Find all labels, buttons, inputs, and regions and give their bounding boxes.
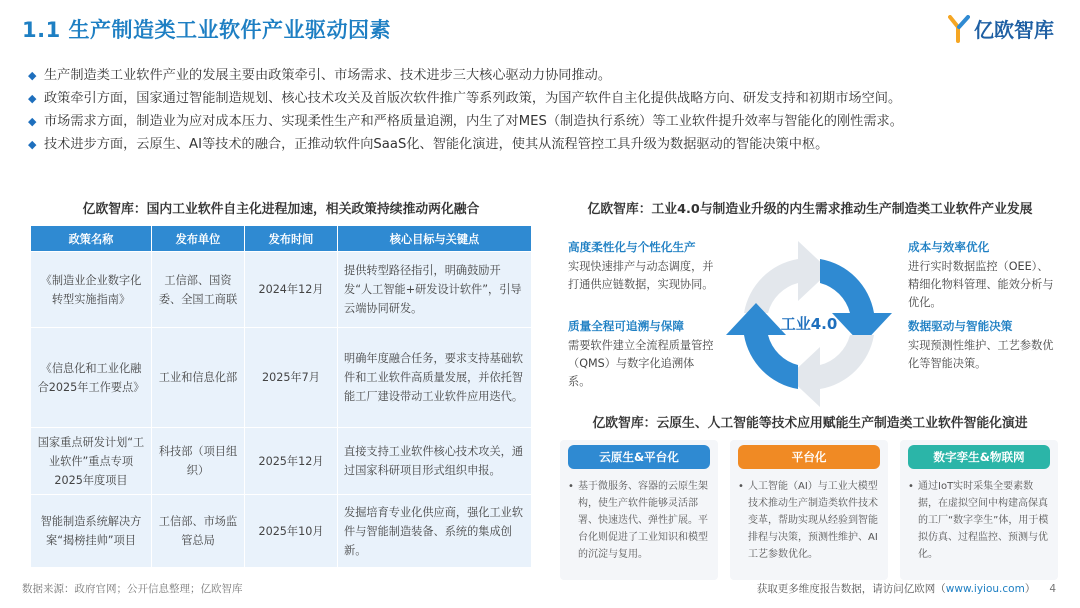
- col-header: 政策名称: [31, 226, 151, 251]
- policy-goal: 明确年度融合任务，要求支持基础软件和工业软件高质量发展，并依托智能工厂建设带动工业软件应用迭代。: [338, 328, 531, 427]
- policy-name: 《信息化和工业化融合2025年工作要点》: [31, 328, 151, 427]
- quadrant-data: [908, 317, 1058, 373]
- yiou-logo-icon: [948, 15, 970, 43]
- demand-heading: 亿欧智库：工业4.0与制造业升级的内生需求推动生产制造类工业软件产业发展: [587, 202, 1033, 217]
- policy-table: [30, 225, 532, 568]
- tech-cards: [560, 440, 1060, 580]
- summary-bullets: [28, 64, 1068, 156]
- tech-card-title: 云原生&平台化: [568, 445, 710, 469]
- policy-goal: 直接支持工业软件核心技术攻关，通过国家科研项目形式组织申报。: [338, 428, 531, 494]
- website-link[interactable]: www.iyiou.com: [945, 583, 1025, 595]
- diamond-icon: ◆: [28, 138, 37, 151]
- quadrant-title: 高度柔性化与个性化生产: [568, 240, 696, 254]
- tech-card-text: 人工智能（AI）与工业大模型技术推动生产制造类软件技术变革，帮助实现从经验到智能排程与决策，预测性维护、AI工艺参数优化。: [748, 481, 878, 560]
- quadrant-cost: [908, 238, 1058, 312]
- bullet-dot-icon: •: [568, 481, 574, 492]
- table-row: [31, 495, 531, 567]
- demand-section: [560, 198, 1060, 217]
- policy-org: 工信部、国资委、全国工商联: [152, 252, 244, 327]
- quadrant-title: 成本与效率优化: [908, 240, 990, 254]
- bullet-item: ◆ 生产制造类工业软件产业的发展主要由政策牵引、市场需求、技术进步三大核心驱动力协同推动。: [28, 64, 1068, 87]
- quadrant-text: 进行实时数据监控（OEE）、精细化物料管理、能效分析与优化。: [908, 260, 1054, 309]
- tech-card-title: 平台化: [738, 445, 880, 469]
- bullet-dot-icon: •: [738, 481, 744, 492]
- policy-org: 工信部、市场监管总局: [152, 495, 244, 567]
- quadrant-flexible: [568, 238, 716, 294]
- policy-goal: 发掘培育专业化供应商，强化工业软件与智能制造装备、系统的集成创新。: [338, 495, 531, 567]
- tech-card-text: 基于微服务、容器的云原生架构，使生产软件能够灵活部署、快速迭代、弹性扩展。平台化则促进了工业知识和模型的沉淀与复用。: [578, 481, 708, 560]
- tech-card-title: 数字孪生&物联网: [908, 445, 1050, 469]
- policy-heading: 亿欧智库：国内工业软件自主化进程加速，相关政策持续推动两化融合: [82, 202, 480, 217]
- quadrant-title: 质量全程可追溯与保障: [568, 319, 684, 333]
- tech-heading: 亿欧智库：云原生、人工智能等技术应用赋能生产制造类工业软件智能化演进: [592, 416, 1028, 431]
- quadrant-title: 数据驱动与智能决策: [908, 319, 1013, 333]
- policy-section: [30, 198, 532, 568]
- tech-section: [560, 412, 1060, 439]
- quadrant-text: 需要软件建立全流程质量管控（QMS）与数字化追溯体系。: [568, 339, 714, 388]
- bullet-item: ◆ 政策牵引方面，国家通过智能制造规划、核心技术攻关及首版次软件推广等系列政策，为国产软件自主化提供战略方向、研发支持和初期市场空间。: [28, 87, 1068, 110]
- policy-date: 2025年7月: [245, 328, 337, 427]
- policy-org: 工业和信息化部: [152, 328, 244, 427]
- policy-date: 2025年10月: [245, 495, 337, 567]
- policy-date: 2025年12月: [245, 428, 337, 494]
- cycle-center-label: 工业4.0: [780, 315, 838, 333]
- page-title: 1.1 生产制造类工业软件产业驱动因素: [22, 18, 392, 42]
- quadrant-text: 实现预测性维护、工艺参数优化等智能决策。: [908, 339, 1054, 370]
- quadrant-text: 实现快速排产与动态调度，并打通供应链数据，实现协同。: [568, 260, 714, 291]
- policy-date: 2024年12月: [245, 252, 337, 327]
- policy-goal: 提供转型路径指引，明确鼓励开发“人工智能+研发设计软件”，引导云端协同研发。: [338, 252, 531, 327]
- logo: [948, 14, 1054, 43]
- diamond-icon: ◆: [28, 69, 37, 82]
- table-row: [31, 428, 531, 494]
- col-header: 发布单位: [152, 226, 244, 251]
- col-header: 发布时间: [245, 226, 337, 251]
- tech-card-text: 通过IoT实时采集全要素数据，在虚拟空间中构建高保真的工厂“数字孪生”体，用于模拟仿真、过程监控、预测与优化。: [918, 481, 1049, 560]
- tech-card: [560, 440, 718, 580]
- footer-contact: 获取更多维度报告数据，请访问亿欧网（www.iyiou.com） 4: [756, 583, 1056, 595]
- bullet-dot-icon: •: [908, 481, 914, 492]
- industry-cycle-diagram: [726, 241, 892, 407]
- page-number: 4: [1049, 583, 1056, 595]
- tech-card: [730, 440, 888, 580]
- logo-text: 亿欧智库: [974, 18, 1054, 42]
- diamond-icon: ◆: [28, 115, 37, 128]
- table-row: [31, 328, 531, 427]
- col-header: 核心目标与关键点: [338, 226, 531, 251]
- table-header-row: [31, 226, 531, 251]
- policy-name: 国家重点研发计划“工业软件”重点专项2025年度项目: [31, 428, 151, 494]
- tech-card: [900, 440, 1058, 580]
- bullet-item: ◆ 技术进步方面，云原生、AI等技术的融合，正推动软件向SaaS化、智能化演进，使其从流程管控工具升级为数据驱动的智能决策中枢。: [28, 133, 1068, 156]
- data-source: 数据来源：政府官网；公开信息整理；亿欧智库: [22, 583, 243, 595]
- quadrant-quality: [568, 317, 716, 391]
- diamond-icon: ◆: [28, 92, 37, 105]
- table-row: [31, 252, 531, 327]
- policy-name: 《制造业企业数字化转型实施指南》: [31, 252, 151, 327]
- policy-name: 智能制造系统解决方案“揭榜挂帅”项目: [31, 495, 151, 567]
- bullet-item: ◆ 市场需求方面，制造业为应对成本压力、实现柔性生产和严格质量追溯，内生了对MES（制造执行系统）等工业软件提升效率与智能化的刚性需求。: [28, 110, 1068, 133]
- policy-org: 科技部（项目组织）: [152, 428, 244, 494]
